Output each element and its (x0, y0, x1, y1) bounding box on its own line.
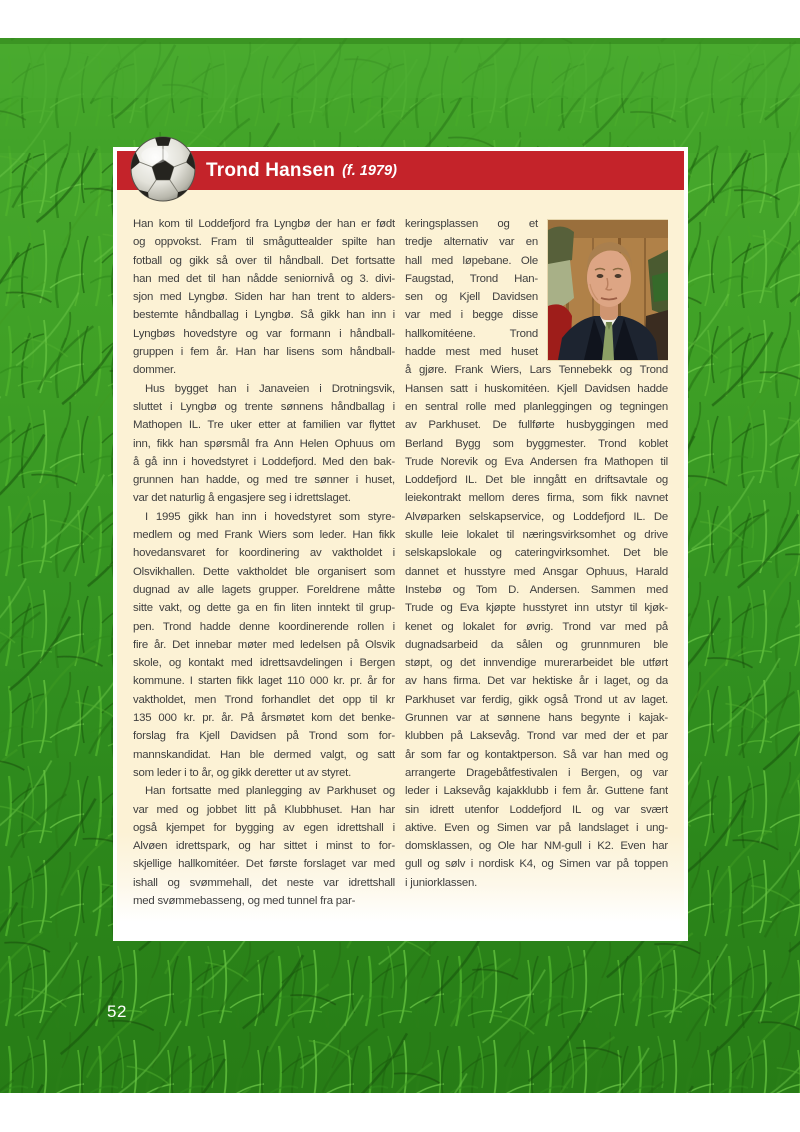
text-line: å gå inn i hovedstyret i Loddefjord. Med den bak- (133, 455, 395, 468)
text-line: leder i Laksevåg kajakklubb i fem år. Guttene fant (405, 785, 668, 798)
text-line: fire år. Det innebar møter med ledelsen på Olsvik (133, 638, 395, 651)
text-line: kenet og lokalet for øvrig. Trond var med på (405, 620, 668, 633)
text-line: Grunnen var at sønnene hans begynte i kajak- (405, 712, 668, 725)
text-line: dugnad av alle lagets grupper. Foreldrene måtte (133, 583, 395, 596)
text-line: av Parkhuset. De fullførte husbyggingen med (405, 419, 668, 432)
text-line: forslag fra Kjell Davidsen på Trond som for- (133, 730, 395, 743)
text-line: ishall og svømmehall, det neste var idrettshall (133, 876, 395, 889)
text-line: selskapslokale og cateringvirksomhet. Det ble (405, 547, 668, 560)
text-line: og oppvokst. Fram til småguttealder spilte han (133, 236, 395, 249)
text-line: dugnadsarbeid da sålen og grunnmuren ble (405, 638, 668, 651)
soccer-ball-icon (129, 135, 197, 203)
text-line: fotball og gikk så over til håndball. Det fortsatte (133, 254, 395, 267)
text-line: sjon med Lyngbø. Siden har han trent to alders- (133, 291, 395, 304)
text-line: Trude Norevik og Eva Andersen fra Mathopen til (405, 455, 668, 468)
text-line: aktive. Even og Simen var på landslaget i ung- (405, 821, 668, 834)
text-line: dommer. (133, 364, 176, 377)
soccer-ball-graphic (129, 135, 197, 203)
text-line: kommune. I starten fikk laget 110 000 kr. pr. år for (133, 675, 395, 688)
text-line: også kjempet for bygging av egen idrettshall i (133, 821, 395, 834)
text-line: som leder i to år, og gikk deretter ut av styret. (133, 766, 352, 779)
text-line: tredje alternativ var en (405, 236, 538, 249)
text-line: skole, og kontakt med idrettsavdelingen i Bergen (133, 657, 395, 670)
text-line: mannskandidat. Han ble dermed valgt, og satt (133, 748, 395, 761)
text-line: sitte vakt, og dette ga en fin liten inntekt til grup- (133, 602, 395, 615)
text-line: medlem og med Frank Wiers som leder. Han fikk (133, 529, 395, 542)
text-line: Mathopen IL. Tre uker etter at familien var flyttet (133, 419, 395, 432)
text-line: Faugstad, Trond Han- (405, 272, 538, 285)
text-line: skulle leie lokalet til næringsvirksomhet og drive (405, 529, 668, 542)
text-line: sluttet i Lyngbø og trente sønnens håndballag i (133, 400, 395, 413)
portrait-photo (548, 220, 668, 360)
text-line: Han kom til Loddefjord fra Lyngbø der han er født (133, 218, 395, 230)
text-line: bestemte håndballag i Lyngbø. Så gikk han inn i (133, 309, 395, 322)
text-line: skjellige hallkomitéer. Det første forslaget var med (133, 858, 395, 871)
portrait-graphic (548, 220, 668, 360)
text-line: I 1995 gikk han inn i hovedstyret som styre- (145, 510, 395, 523)
text-line: i juniorklassen. (405, 876, 478, 889)
text-line: vaktholdet, men Trond forhandlet det opp til kr (133, 693, 395, 706)
text-line: 135 000 kr. pr. år. På årsmøtet kom det benke- (133, 712, 395, 725)
text-line: sen og Kjell Davidsen (405, 291, 538, 304)
text-line: Berland Bygg som byggmester. Trond koblet (405, 437, 668, 450)
text-line: dannet et husstyre med Ansgar Ophuus, Harald (405, 565, 668, 578)
text-line: med svømmebasseng, og med tunnel fra par- (133, 894, 356, 907)
text-line: var med i begge disse (405, 309, 538, 322)
text-line: sin idrett utenfor Loddefjord IL og var svært (405, 803, 668, 816)
text-line: av hans firma. Det var hektiske år i laget, og da (405, 675, 668, 688)
text-line: hadde mest med huset (405, 346, 538, 359)
text-line: hallkomitéene. Trond (405, 327, 538, 340)
birth-year-label: (f. 1979) (342, 162, 397, 179)
text-line: arrangerte Dragebåtfestivalen i Bergen, og var (405, 766, 668, 779)
text-line: en sentral rolle med planleggingen og tegningen (405, 400, 668, 413)
left-column (133, 215, 395, 937)
text-line: keringsplassen og et (405, 218, 538, 230)
page-panel (113, 147, 688, 941)
header-bar (117, 151, 684, 190)
text-line: støpt, og det innvendige murerarbeidet ble utført (405, 657, 668, 670)
text-line: Lyngbøs hovedstyre og var formann i håndball- (133, 327, 395, 340)
text-line: å gjøre. Frank Wiers, Lars Tennebekk og Trond (405, 364, 668, 377)
text-line: inn, fikk han spørsmål fra Ann Helen Ophuus om (133, 437, 395, 450)
right-column (405, 215, 668, 937)
article-body (117, 190, 684, 937)
text-line: pen. Trond hadde denne koordinerende rollen i (133, 620, 395, 633)
page-title: Trond Hansen (206, 159, 336, 181)
text-line: domsklassen, og Ole har NM-gull i K2. Even har (405, 840, 668, 853)
text-line: klubben på Laksevåg. Trond var med der et par (405, 730, 668, 743)
text-line: var det naturlig å engasjere seg i idrettslaget. (133, 492, 351, 505)
page-number: 52 (107, 1002, 127, 1021)
text-line: Parkhuset var ferdig, gikk også Trond ut av laget. (405, 693, 668, 706)
text-line: Loddefjord IL. Det ble inngått en driftsavtale og (405, 474, 668, 487)
text-line: hovedansvaret for koordinering av vaktholdet i (133, 547, 395, 560)
text-line: Instebø og Tom D. Andersen. Sammen med (405, 583, 668, 596)
text-line: Hus bygget han i Janaveien i Drotningsvik, (145, 382, 395, 395)
text-line: grunnen han hadde, og med tre sønner i huset, (133, 474, 395, 487)
text-line: var med og jobbet litt på Klubbhuset. Han har (133, 803, 395, 816)
text-line: gull og sølv i nordisk K4, og Simen var på toppen (405, 858, 668, 871)
text-line: leiekontrakt mellom deres firma, som fikk navnet (405, 492, 668, 505)
text-line: gruppen i fem år. Han har lisens som håndball- (133, 346, 395, 359)
text-line: hall med løpebane. Ole (405, 254, 538, 267)
text-line: Han fortsatte med planlegging av Parkhuset og (145, 785, 395, 798)
text-line: Trude og Eva kjøpte husstyret inn utstyr til kjøk- (405, 602, 668, 615)
text-line: Olsvikhallen. Dette vaktholdet ble organisert som (133, 565, 395, 578)
text-line: Alvøen idrettspark, og har sittet i minst to for- (133, 840, 395, 853)
text-line: Hansen satt i huskomitéen. Kjell Davidsen hadde (405, 382, 668, 395)
text-line: Alvøparken selskapservice, og Loddefjord IL. De (405, 510, 668, 523)
text-line: han med det til han nådde seniornivå og 3. divi- (133, 272, 395, 285)
text-line: år som far og kontaktperson. Så var han med og (405, 748, 668, 761)
